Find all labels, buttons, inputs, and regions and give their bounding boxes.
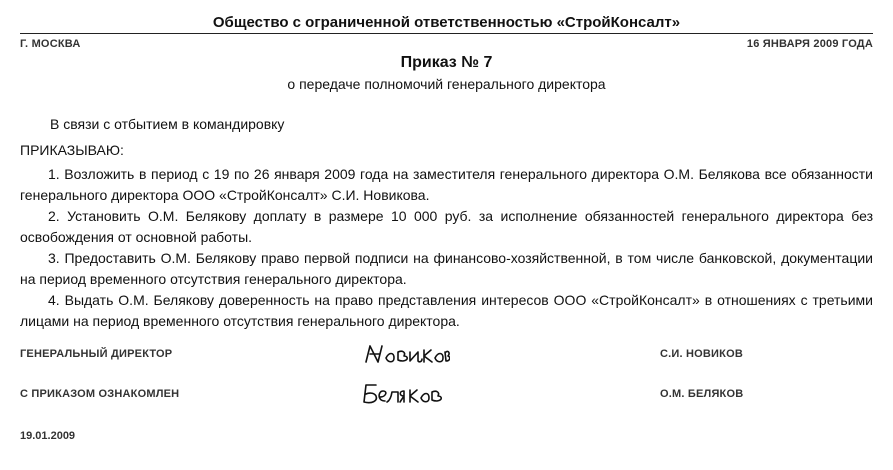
document-city: Г. МОСКВА xyxy=(20,38,81,50)
order-command: ПРИКАЗЫВАЮ: xyxy=(20,142,124,158)
signature-role: ГЕНЕРАЛЬНЫЙ ДИРЕКТОР xyxy=(20,348,173,360)
order-item: 3. Предоставить О.М. Белякову право первой подписи на финансово-хозяйственной, в том числе банковской, документации на период временного отсутствия генерального директора. xyxy=(20,250,873,287)
acknowledgement-date: 19.01.2009 xyxy=(20,430,76,442)
signature-row-director xyxy=(20,340,873,370)
signature-novikov xyxy=(360,340,450,368)
signature-row-acknowledged xyxy=(20,380,873,410)
order-item: 4. Выдать О.М. Белякову доверенность на право представления интересов ООО «СтройКонсалт» в отношениях с третьими лицами на период временного отсутствия генерального директора. xyxy=(20,292,873,329)
order-reason: В связи с отбытием в командировку xyxy=(50,116,285,132)
order-title: Приказ № 7 xyxy=(400,54,493,71)
order-subtitle: о передаче полномочий генерального директора xyxy=(287,76,606,92)
header-divider xyxy=(20,33,873,34)
signatory-name: С.И. НОВИКОВ xyxy=(660,348,743,360)
order-item: 2. Установить О.М. Белякову доплату в размере 10 000 руб. за исполнение обязанностей генерального директора без освобождения от основной работы. xyxy=(20,208,873,245)
order-item: 1. Возложить в период с 19 по 26 января 2009 года на заместителя генерального директора О.М. Белякова все обязанности генерального директора ООО «СтройКонсалт» С.И. Новикова. xyxy=(20,166,873,203)
signature-role: С ПРИКАЗОМ ОЗНАКОМЛЕН xyxy=(20,388,180,400)
company-name: Общество с ограниченной ответственностью «СтройКонсалт» xyxy=(212,14,681,31)
signature-belyakov xyxy=(360,380,450,408)
order-items xyxy=(20,164,873,332)
document-date: 16 ЯНВАРЯ 2009 ГОДА xyxy=(746,38,873,50)
signatory-name: О.М. БЕЛЯКОВ xyxy=(660,388,744,400)
